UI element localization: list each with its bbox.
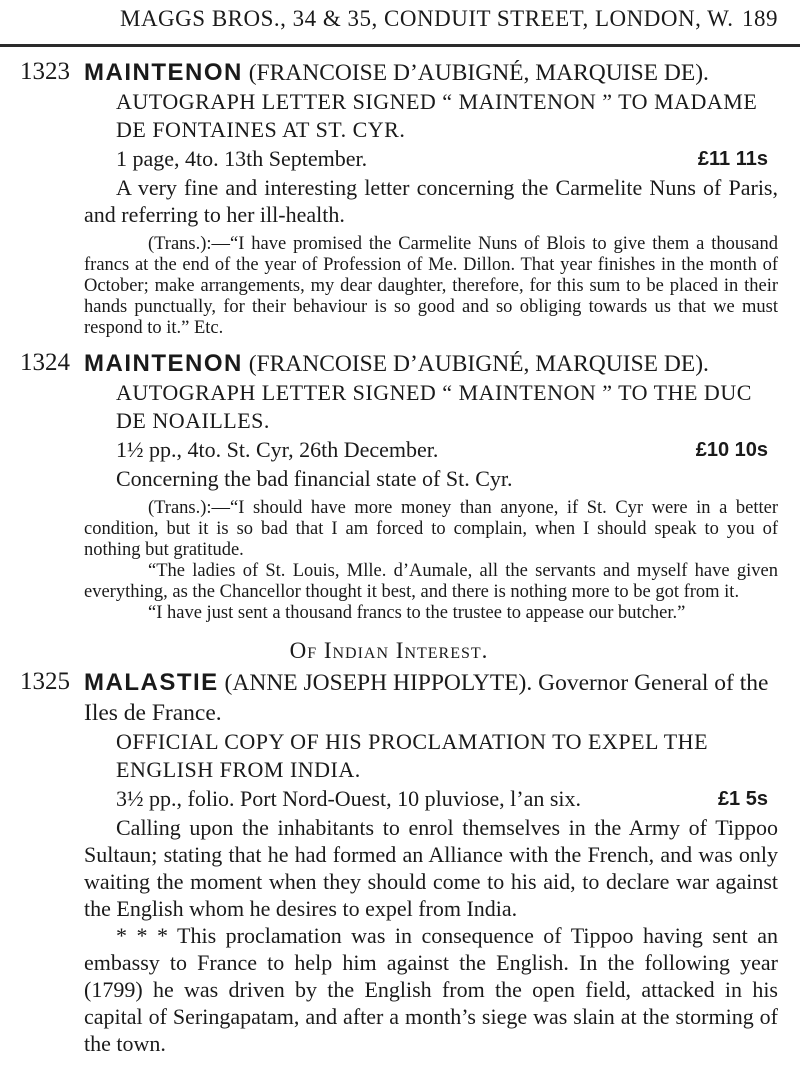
lot-detail-line bbox=[116, 784, 778, 814]
lot-number: 1324 bbox=[20, 349, 70, 376]
publisher-address: MAGGS BROS., 34 & 35, CONDUIT STREET, LONDON, W. bbox=[120, 6, 734, 31]
lot-price: £11 11s bbox=[697, 148, 768, 170]
lot-1323 bbox=[0, 58, 778, 339]
lot-detail: 1½ pp., 4to. St. Cyr, 26th December. bbox=[116, 437, 439, 462]
lot-price: £1 5s bbox=[717, 788, 768, 810]
lot-note: * * * This proclamation was in consequence of Tippoo having sent an embassy to France to help him against the English. In the following year (1799) he was driven by the English from the open field, attacked in his capital of Seringapatam, and after a month’s siege was slain at the storming of the town. bbox=[84, 923, 778, 1056]
lot-number: 1325 bbox=[20, 668, 70, 695]
lot-translation: (Trans.):—“I should have more money than anyone, if St. Cyr were in a better condition, but it is so bad that I am forced to complain, when I should speak to you of nothing but gratitude. bbox=[84, 498, 778, 560]
lot-name: MAINTENON bbox=[84, 59, 243, 86]
lot-detail-line bbox=[116, 144, 778, 174]
catalogue-page bbox=[0, 58, 778, 1067]
lot-name-rest: (FRANCOISE D’AUBIGNÉ, MARQUISE DE). bbox=[242, 60, 709, 86]
lot-detail-line bbox=[116, 435, 778, 465]
lot-detail: 1 page, 4to. 13th September. bbox=[116, 146, 368, 171]
section-heading: Of Indian Interest. bbox=[289, 638, 489, 663]
lot-name-rest: (FRANCOISE D’AUBIGNÉ, MARQUISE DE). bbox=[242, 351, 709, 377]
lot-detail: 3½ pp., folio. Port Nord-Ouest, 10 pluviose, l’an six. bbox=[116, 786, 582, 811]
lot-description: Concerning the bad financial state of St. Cyr. bbox=[116, 466, 513, 491]
lot-heading bbox=[84, 349, 778, 379]
lot-heading bbox=[84, 58, 778, 88]
lot-number: 1323 bbox=[20, 58, 70, 85]
lot-heading bbox=[84, 668, 778, 728]
page-number: 189 bbox=[742, 6, 778, 31]
lot-translation: (Trans.):—“I have promised the Carmelite Nuns of Blois to give them a thousand francs at the end of the year of Profession of Me. Dillon. That year finishes in the month of October; make arrangements, my dear daughter, therefore, for this sum to be placed in their hands punctually, for their behaviour is so good and so obliging towards us that we must respond to it.” Etc. bbox=[84, 234, 778, 338]
lot-description: Calling upon the inhabitants to enrol themselves in the Army of Tippoo Sultaun; stating that he had formed an Alliance with the French, and was only waiting the moment when they should come to his aid, to declare war against the English whom he desires to expel from India. bbox=[84, 815, 778, 921]
lot-subtitle: AUTOGRAPH LETTER SIGNED “ MAINTENON ” TO MADAME DE FONTAINES AT ST. CYR. bbox=[116, 89, 758, 142]
lot-1324 bbox=[0, 349, 778, 624]
page-header bbox=[120, 6, 778, 32]
header-rule bbox=[0, 44, 800, 47]
lot-subtitle: AUTOGRAPH LETTER SIGNED “ MAINTENON ” TO THE DUC DE NOAILLES. bbox=[116, 380, 752, 433]
lot-name: MALASTIE bbox=[84, 669, 219, 696]
lot-1325 bbox=[0, 668, 778, 1057]
lot-subtitle: OFFICIAL COPY OF HIS PROCLAMATION TO EXPEL THE ENGLISH FROM INDIA. bbox=[116, 729, 709, 782]
lot-translation: “I have just sent a thousand francs to the trustee to appease our butcher.” bbox=[148, 603, 686, 623]
lot-description: A very fine and interesting letter concerning the Carmelite Nuns of Paris, and referring to her ill-health. bbox=[84, 175, 778, 227]
lot-translation: “The ladies of St. Louis, Mlle. d’Aumale, all the servants and myself have given everything, as the Chancellor thought it best, and there is nothing more to be got from it. bbox=[84, 561, 778, 602]
lot-name: MAINTENON bbox=[84, 350, 243, 377]
lot-name-rest: (ANNE JOSEPH HIPPOLYTE). Governor General of the Iles de France. bbox=[84, 670, 769, 726]
lot-price: £10 10s bbox=[695, 439, 768, 461]
